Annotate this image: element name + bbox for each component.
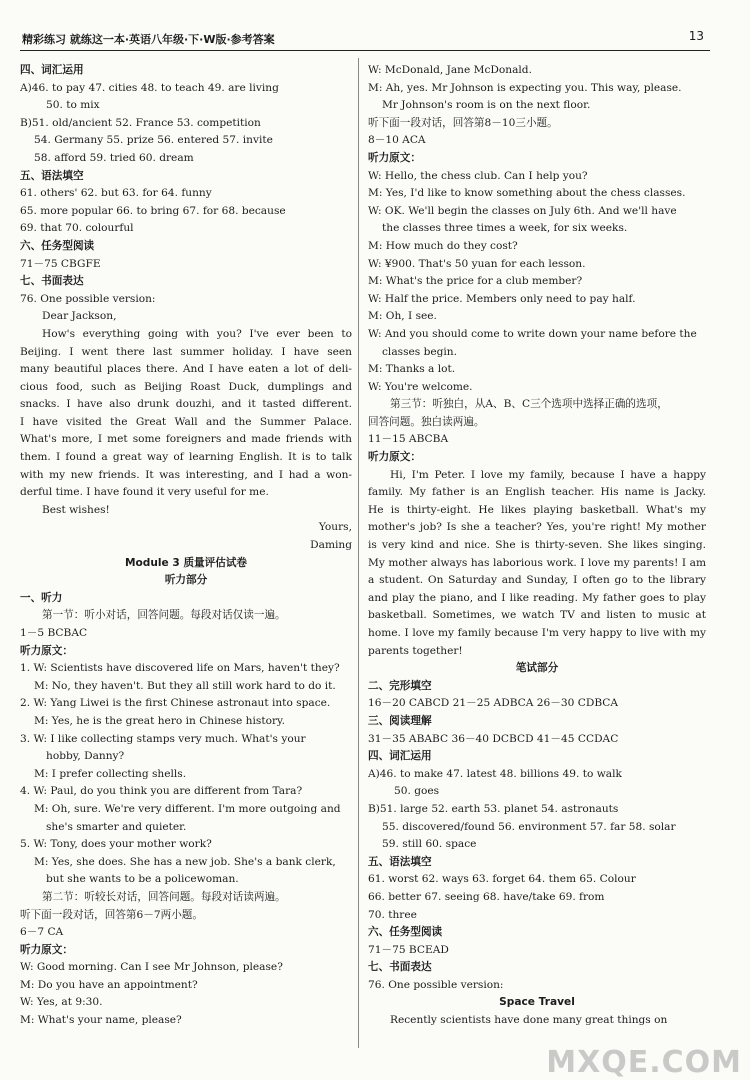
text-line: them. I found a great way of learning English. It is to talk (20, 451, 352, 464)
text-line: 66. better 67. seeing 68. have/take 69. from (368, 890, 605, 903)
text-line: 76. One possible version: (20, 292, 156, 305)
text-line: W: Hello, the chess club. Can I help you? (368, 169, 588, 182)
text-line: 七、书面表达 (20, 275, 84, 288)
text-line: 61. worst 62. ways 63. forget 64. them 65. Colour (368, 873, 636, 886)
text-line: parents together! (368, 644, 463, 657)
header-title: 精彩练习 就练这一本·英语八年级·下·W版·参考答案 (22, 33, 275, 46)
text-line: 第一节：听小对话，回答问题。每段对话仅读一遍。 (42, 609, 286, 622)
text-line: M: Oh, I see. (368, 310, 437, 323)
text-line: 4. W: Paul, do you think you are different from Tara? (20, 785, 303, 798)
text-line: W: You're welcome. (368, 380, 473, 393)
right-column (368, 62, 706, 1030)
text-line: 6－7 CA (20, 926, 64, 939)
text-line: A)46. to make 47. latest 48. billions 49. to walk (368, 767, 622, 780)
text-line: basketball. Sometimes, we watch TV and listen to music at (368, 609, 706, 622)
text-line: 七、书面表达 (368, 961, 432, 974)
text-line: with my new friends. It was interesting, and I had a won- (20, 468, 352, 481)
page-header (20, 30, 710, 51)
text-line: 54. Germany 55. prize 56. entered 57. invite (34, 134, 273, 147)
text-line: and play the piano, and I like reading. My father goes to play (368, 591, 706, 604)
text-line: 50. to mix (46, 99, 100, 112)
text-line: 第三节：听独白，从A、B、C三个选项中选择正确的选项， (390, 398, 668, 411)
text-line: M: What's the price for a club member? (368, 275, 583, 288)
text-line: is very kind and nice. She is thirty-seven. She likes singing. (368, 539, 706, 552)
text-line: 71－75 CBGFE (20, 257, 101, 270)
text-line: M: I prefer collecting shells. (34, 767, 187, 780)
text-line: cious food, such as Beijing Roast Duck, dumplings and (20, 380, 352, 393)
text-line: 五、语法填空 (368, 855, 432, 868)
text-line: My mother always has laborious work. I love my parents! I am (368, 556, 706, 569)
watermark: MXQE.COM (546, 1045, 742, 1080)
text-line: M: Do you have an appointment? (20, 978, 198, 991)
text-line: W: OK. We'll begin the classes on July 6th. And we'll have (368, 204, 677, 217)
text-line: M: Ah, yes. Mr Johnson is expecting you. This way, please. (368, 81, 682, 94)
text-line: W: Half the price. Members only need to pay half. (368, 292, 636, 305)
text-line: 16－20 CABCD 21－25 ADBCA 26－30 CDBCA (368, 697, 619, 710)
text-line: 31－35 ABABC 36－40 DCBCD 41－45 CCDAC (368, 732, 619, 745)
text-line: 70. three (368, 908, 417, 921)
text-line: 四、词汇运用 (20, 64, 84, 76)
text-line: 11－15 ABCBA (368, 433, 449, 446)
text-line: 50. goes (394, 785, 440, 798)
text-line: 5. W: Tony, does your mother work? (20, 838, 212, 851)
text-line: Beijing. I went there last summer holiday. I have seen (20, 345, 352, 358)
text-line: 58. afford 59. tried 60. dream (34, 151, 194, 164)
text-line: M: How much do they cost? (368, 239, 518, 252)
text-line: 四、词汇运用 (368, 750, 432, 763)
text-line: 59. still 60. space (382, 838, 477, 851)
text-line: M: Thanks a lot. (368, 363, 456, 376)
text-line: 一、听力 (20, 591, 63, 604)
text-line: derful time. I have found it very useful for me. (20, 486, 269, 499)
text-line: 1. W: Scientists have discovered life on Mars, haven't they? (20, 662, 340, 675)
text-line: the classes three times a week, for six weeks. (382, 222, 628, 235)
text-line: I have visited the Great Wall and the Summer Palace. (20, 415, 352, 428)
text-line: He is thirty-eight. He likes playing basketball. What's my (368, 503, 706, 516)
text-line: Module 3 质量评估试卷 (124, 556, 248, 569)
text-line: 二、完形填空 (368, 679, 432, 692)
text-line: 五、语法填空 (20, 169, 84, 182)
left-column (20, 62, 352, 1030)
text-line: W: ¥900. That's 50 yuan for each lesson. (368, 257, 586, 270)
text-line: family. My father is an English teacher. His name is Jacky. (368, 486, 706, 499)
text-line: classes begin. (382, 345, 457, 358)
text-line: 71－75 BCEAD (368, 943, 449, 956)
text-line: home. I love my family because I'm very happy to live with my (368, 627, 706, 639)
text-line: Hi, I'm Peter. I love my family, because I have a happy (390, 468, 706, 481)
text-line: hobby, Danny? (46, 750, 125, 763)
text-line: 听力原文： (368, 151, 421, 164)
text-line: W: Yes, at 9:30. (20, 996, 103, 1009)
text-line: 六、任务型阅读 (20, 239, 95, 252)
text-line: 听力原文： (368, 451, 421, 464)
text-line: Recently scientists have done many great things on (390, 1014, 668, 1027)
text-line: Space Travel (499, 996, 575, 1009)
text-line: 六、任务型阅读 (368, 926, 443, 939)
text-line: B)51. large 52. earth 53. planet 54. astronauts (368, 802, 619, 815)
text-line: 三、阅读理解 (368, 714, 432, 727)
text-line: How's everything going with you? I've ever been to (42, 327, 352, 340)
text-line: 69. that 70. colourful (20, 222, 134, 235)
text-line: 听力部分 (164, 574, 208, 587)
text-line: M: Yes, I'd like to know something about the chess classes. (368, 187, 686, 200)
text-line: A)46. to pay 47. cities 48. to teach 49. are living (20, 81, 279, 94)
text-line: What's more, I met some foreigners and made friends with (20, 433, 352, 446)
text-line: many beautiful places there. And I have eaten a lot of deli- (20, 363, 352, 376)
text-line: 3. W: I like collecting stamps very much. What's your (20, 732, 306, 745)
text-line: 55. discovered/found 56. environment 57. far 58. solar (382, 820, 676, 833)
text-line: 1－5 BCBAC (20, 627, 88, 639)
text-line: M: No, they haven't. But they all still work hard to do it. (34, 679, 336, 692)
text-line: W: Good morning. Can I see Mr Johnson, please? (20, 961, 283, 974)
text-line: 61. others' 62. but 63. for 64. funny (20, 187, 212, 200)
text-line: but she wants to be a policewoman. (46, 873, 239, 886)
text-line: 听力原文： (20, 943, 73, 956)
text-line: M: Yes, he is the great hero in Chinese history. (34, 714, 285, 727)
text-line: M: Oh, sure. We're very different. I'm more outgoing and (34, 802, 341, 815)
text-line: snacks. I have also drunk douzhi, and it tasted different. (20, 398, 352, 411)
text-line: 听下面一段对话，回答第6－7两小题。 (20, 908, 203, 921)
text-line: B)51. old/ancient 52. France 53. competition (20, 116, 261, 129)
page-number: 13 (688, 29, 704, 43)
text-line: W: And you should come to write down your name before the (368, 327, 697, 340)
text-line: she's smarter and quieter. (46, 820, 187, 833)
text-line: a student. On Saturday and Sunday, I often go to the library (368, 574, 706, 587)
text-line: 笔试部分 (515, 662, 559, 675)
text-line: Mr Johnson's room is on the next floor. (382, 99, 591, 112)
text-line: Daming (310, 539, 352, 552)
text-line: 第二节：听较长对话，回答问题。每段对话读两遍。 (42, 890, 286, 903)
text-line: Best wishes! (42, 503, 110, 516)
text-line: Dear Jackson, (42, 310, 117, 323)
text-line: 回答问题。独白读两遍。 (368, 415, 485, 428)
text-line: 听下面一段对话，回答第8－10三小题。 (368, 116, 558, 129)
text-line: Yours, (318, 521, 352, 534)
text-line: M: What's your name, please? (20, 1014, 182, 1027)
text-line: 2. W: Yang Liwei is the first Chinese astronaut into space. (20, 697, 331, 710)
text-line: M: Yes, she does. She has a new job. She's a bank clerk, (34, 855, 336, 868)
text-line: 65. more popular 66. to bring 67. for 68. because (20, 204, 286, 217)
text-line: 听力原文： (20, 644, 73, 657)
column-divider (358, 58, 359, 1048)
text-line: 76. One possible version: (368, 978, 504, 991)
text-line: 8－10 ACA (368, 134, 426, 147)
text-line: mother's job? Is she a teacher? Yes, you're right! My mother (368, 521, 706, 534)
text-line: W: McDonald, Jane McDonald. (368, 64, 532, 76)
